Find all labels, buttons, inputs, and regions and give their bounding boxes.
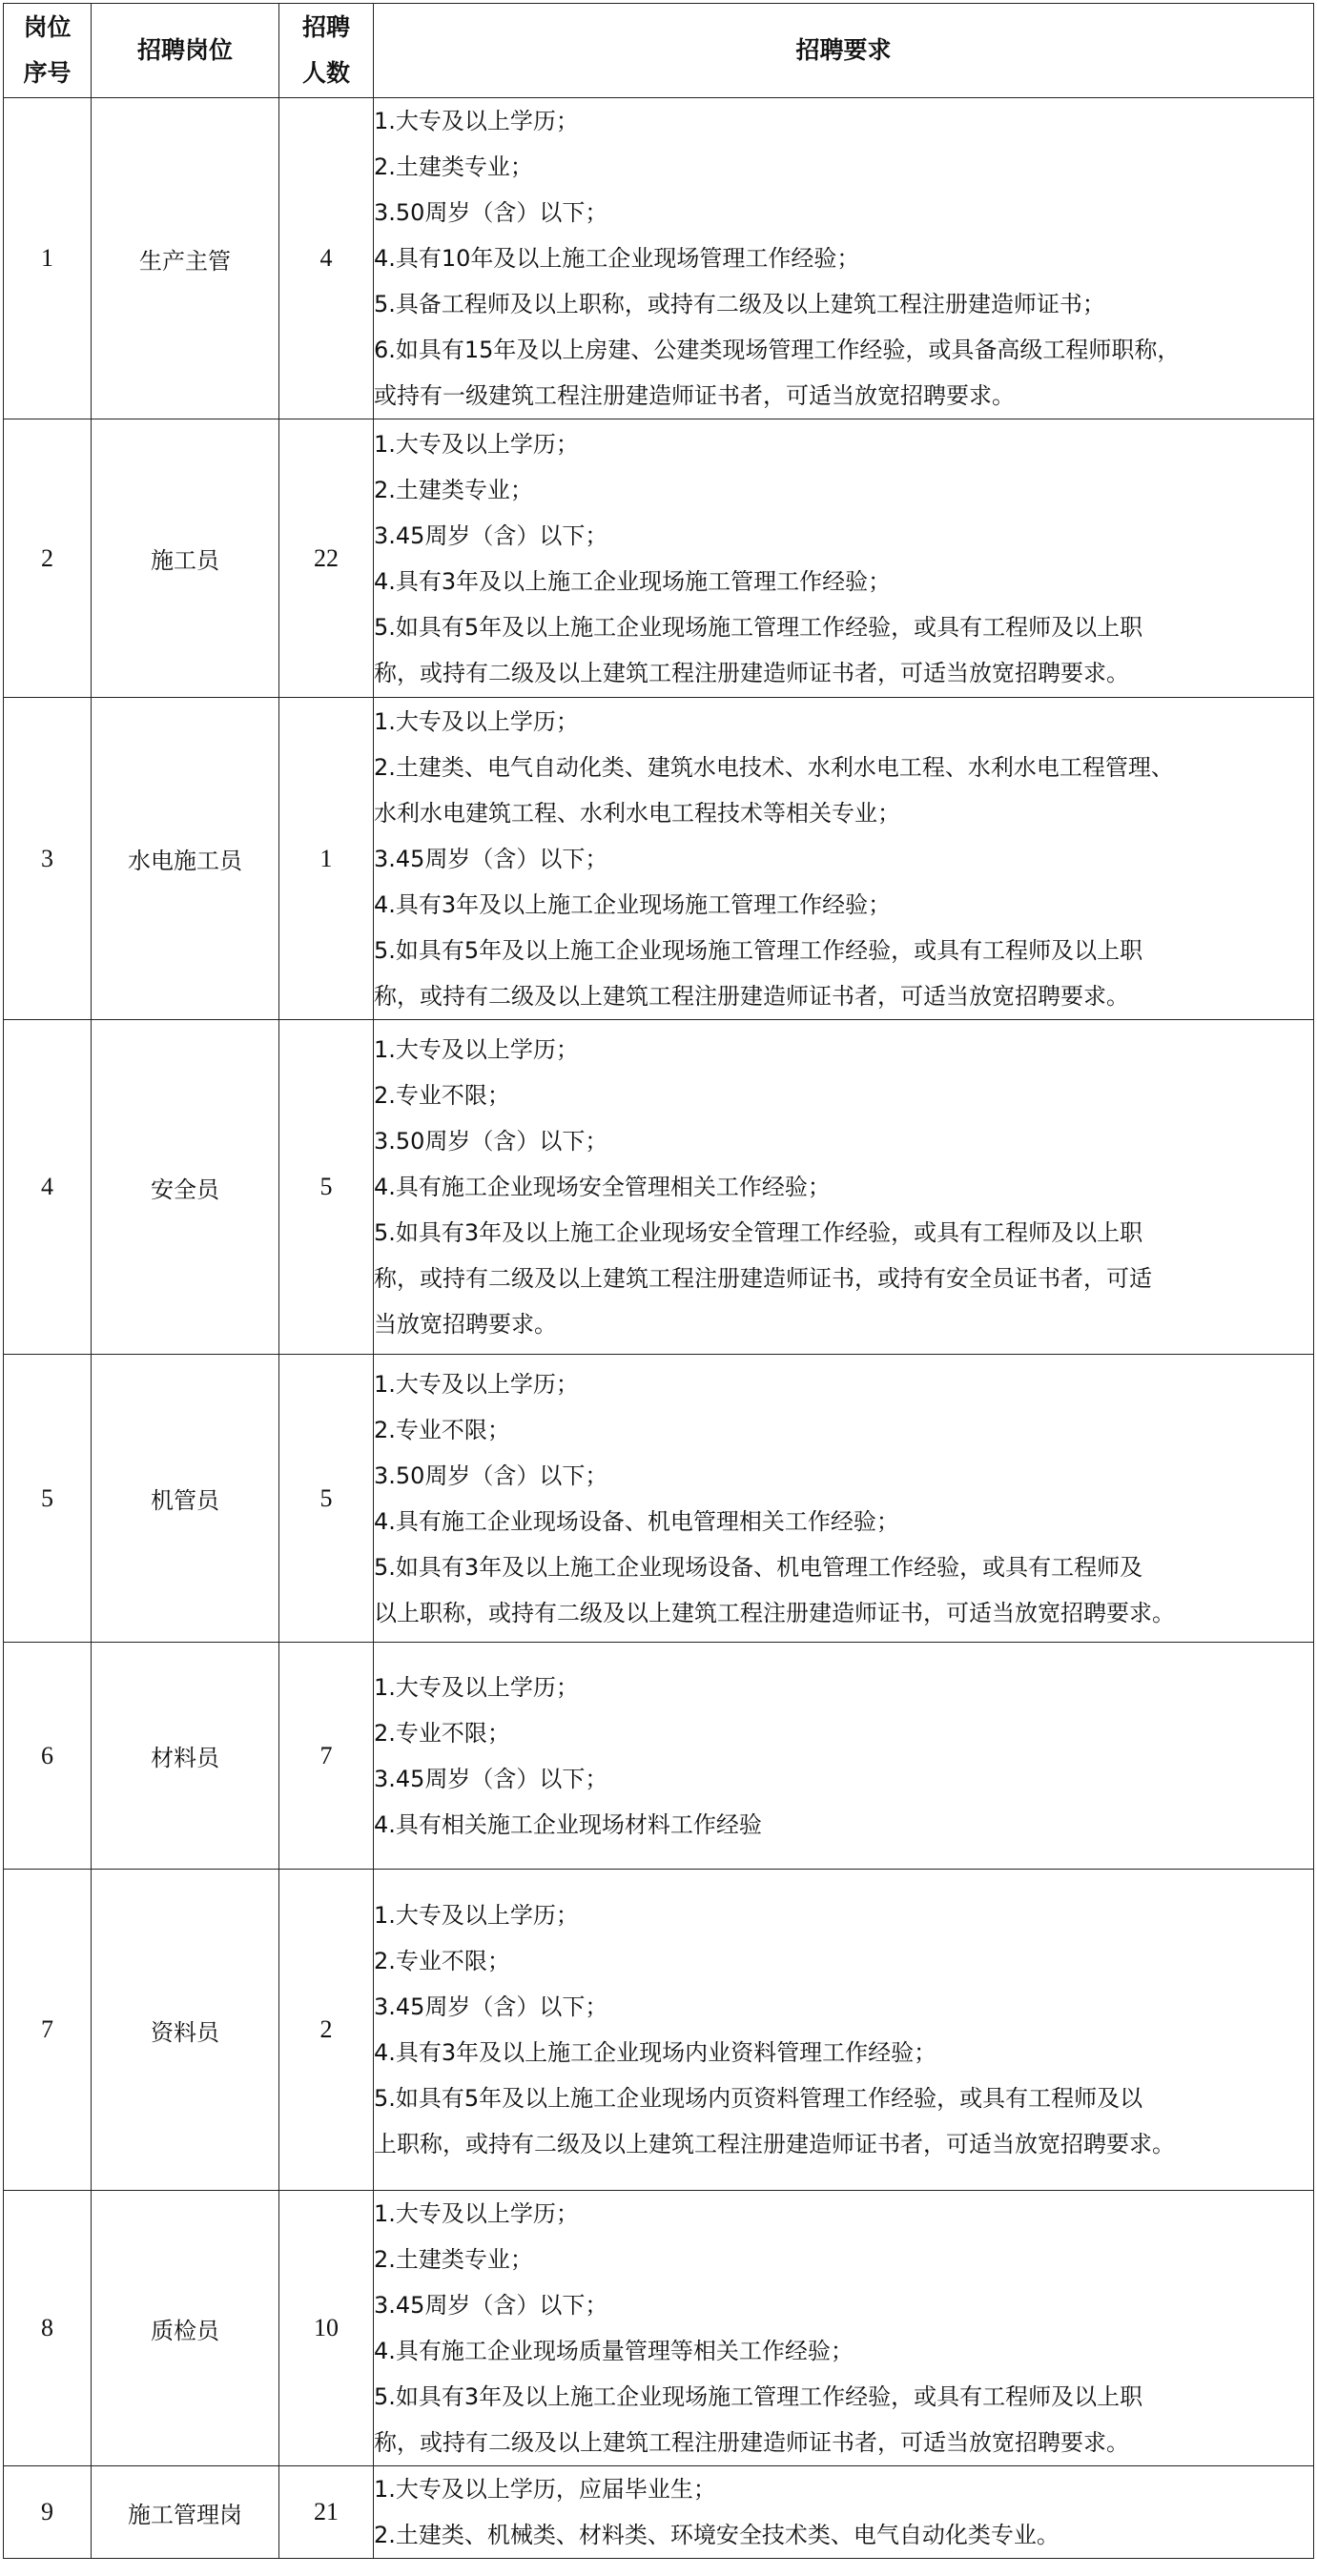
- requirement-line: 1.大专及以上学历；: [374, 1036, 579, 1063]
- row-position: 施工管理岗: [92, 2466, 279, 2559]
- requirement-line: 1.大专及以上学历；: [374, 2200, 579, 2227]
- table-row: [4, 698, 1314, 1020]
- requirement-line: 1.大专及以上学历；: [374, 1673, 579, 1701]
- row-requirements: [374, 1355, 1314, 1643]
- requirement-line: 称，或持有二级及以上建筑工程注册建造师证书者，可适当放宽招聘要求。: [374, 982, 1129, 1010]
- table-row: [4, 1870, 1314, 2191]
- row-requirements: [374, 1870, 1314, 2191]
- header-seq-line1: 岗位: [23, 13, 72, 41]
- requirement-line: 2.专业不限；: [374, 1948, 510, 1974]
- requirement-line: 3.45周岁（含）以下；: [374, 1993, 608, 2020]
- row-seq: 6: [4, 1643, 92, 1870]
- requirement-line: 水利水电建筑工程、水利水电工程技术等相关专业；: [374, 799, 900, 827]
- requirement-line: 4.具有3年及以上施工企业现场施工管理工作经验；: [374, 567, 892, 595]
- requirement-line: 4.具有施工企业现场安全管理相关工作经验；: [374, 1174, 831, 1200]
- requirement-line: 1.大专及以上学历；: [374, 108, 579, 134]
- row-count: 5: [279, 1020, 374, 1355]
- requirement-line: 1.大专及以上学历；: [374, 707, 579, 735]
- row-requirements: [374, 2466, 1314, 2559]
- row-seq: 8: [4, 2191, 92, 2466]
- requirement-line: 4.具有施工企业现场质量管理等相关工作经验；: [374, 2338, 854, 2364]
- requirement-line: 称，或持有二级及以上建筑工程注册建造师证书者，可适当放宽招聘要求。: [374, 2429, 1129, 2456]
- requirement-line: 当放宽招聘要求。: [374, 1311, 557, 1338]
- row-seq: 3: [4, 698, 92, 1020]
- table-header-row: [4, 4, 1314, 98]
- table-row: [4, 2466, 1314, 2559]
- row-count: 1: [279, 698, 374, 1020]
- row-requirements: [374, 1020, 1314, 1355]
- requirement-line: 1.大专及以上学历；: [374, 1370, 579, 1398]
- row-position: 资料员: [92, 1870, 279, 2191]
- requirement-line: 1.大专及以上学历，应届毕业生；: [374, 2476, 716, 2503]
- row-requirements: [374, 98, 1314, 419]
- requirement-line: 2.专业不限；: [374, 1416, 510, 1443]
- requirement-line: 1.大专及以上学历；: [374, 430, 579, 458]
- table-body: [4, 98, 1314, 2559]
- row-count: 4: [279, 98, 374, 419]
- header-seq-line2: 序号: [23, 59, 72, 87]
- requirement-line: 3.45周岁（含）以下；: [374, 2292, 608, 2319]
- row-count: 2: [279, 1870, 374, 2191]
- row-count: 22: [279, 419, 374, 698]
- requirement-line: 3.50周岁（含）以下；: [374, 199, 608, 226]
- header-count: [279, 4, 374, 98]
- row-count: 21: [279, 2466, 374, 2559]
- requirement-line: 2.土建类专业；: [374, 476, 533, 503]
- row-position: 安全员: [92, 1020, 279, 1355]
- row-seq: 7: [4, 1870, 92, 2191]
- row-seq: 9: [4, 2466, 92, 2559]
- requirement-line: 5.如具有5年及以上施工企业现场施工管理工作经验，或具有工程师及以上职: [374, 613, 1143, 641]
- requirement-line: 4.具有施工企业现场设备、机电管理相关工作经验；: [374, 1507, 899, 1535]
- row-requirements: [374, 698, 1314, 1020]
- table-row: [4, 1643, 1314, 1870]
- row-position: 施工员: [92, 419, 279, 698]
- requirement-line: 3.45周岁（含）以下；: [374, 845, 608, 872]
- requirement-line: 6.如具有15年及以上房建、公建类现场管理工作经验，或具备高级工程师职称，: [374, 337, 1181, 363]
- header-requirements: 招聘要求: [374, 4, 1314, 98]
- row-position: 水电施工员: [92, 698, 279, 1020]
- row-position: 机管员: [92, 1355, 279, 1643]
- requirement-line: 或持有一级建筑工程注册建造师证书者，可适当放宽招聘要求。: [374, 382, 1015, 409]
- row-count: 5: [279, 1355, 374, 1643]
- row-seq: 5: [4, 1355, 92, 1643]
- requirement-line: 5.如具有3年及以上施工企业现场安全管理工作经验，或具有工程师及以上职: [374, 1219, 1143, 1246]
- requirement-line: 称，或持有二级及以上建筑工程注册建造师证书，或持有安全员证书者，可适: [374, 1265, 1152, 1292]
- row-position: 材料员: [92, 1643, 279, 1870]
- row-count: 10: [279, 2191, 374, 2466]
- requirement-line: 2.土建类、机械类、材料类、环境安全技术类、电气自动化类专业。: [374, 2522, 1060, 2548]
- row-seq: 2: [4, 419, 92, 698]
- table-row: [4, 1355, 1314, 1643]
- requirement-line: 称，或持有二级及以上建筑工程注册建造师证书者，可适当放宽招聘要求。: [374, 659, 1129, 686]
- requirement-line: 3.50周岁（含）以下；: [374, 1462, 608, 1489]
- row-position: 生产主管: [92, 98, 279, 419]
- requirement-line: 上职称，或持有二级及以上建筑工程注册建造师证书者，可适当放宽招聘要求。: [374, 2131, 1175, 2157]
- row-seq: 4: [4, 1020, 92, 1355]
- header-count-line1: 招聘: [301, 13, 350, 41]
- requirement-line: 4.具有10年及以上施工企业现场管理工作经验；: [374, 245, 860, 272]
- requirement-line: 5.如具有3年及以上施工企业现场施工管理工作经验，或具有工程师及以上职: [374, 2383, 1143, 2410]
- row-requirements: [374, 2191, 1314, 2466]
- requirement-line: 5.如具有3年及以上施工企业现场设备、机电管理工作经验，或具有工程师及: [374, 1553, 1143, 1581]
- requirement-line: 4.具有3年及以上施工企业现场内业资料管理工作经验；: [374, 2039, 937, 2066]
- row-count: 7: [279, 1643, 374, 1870]
- requirement-line: 2.土建类专业；: [374, 153, 533, 180]
- row-requirements: [374, 1643, 1314, 1870]
- requirement-line: 2.土建类、电气自动化类、建筑水电技术、水利水电工程、水利水电工程管理、: [374, 753, 1174, 781]
- requirement-line: 5.如具有5年及以上施工企业现场内页资料管理工作经验，或具有工程师及以: [374, 2085, 1143, 2112]
- requirement-line: 2.土建类专业；: [374, 2246, 533, 2273]
- requirement-line: 3.45周岁（含）以下；: [374, 521, 608, 549]
- requirement-line: 3.45周岁（含）以下；: [374, 1765, 608, 1792]
- header-position: 招聘岗位: [92, 4, 279, 98]
- requirement-line: 2.专业不限；: [374, 1082, 510, 1109]
- requirement-line: 5.如具有5年及以上施工企业现场施工管理工作经验，或具有工程师及以上职: [374, 936, 1143, 964]
- header-count-line2: 人数: [301, 59, 350, 87]
- table-row: [4, 1020, 1314, 1355]
- requirement-line: 2.专业不限；: [374, 1719, 510, 1747]
- row-position: 质检员: [92, 2191, 279, 2466]
- table-row: [4, 419, 1314, 698]
- table-row: [4, 98, 1314, 419]
- row-requirements: [374, 419, 1314, 698]
- recruitment-table: [3, 3, 1314, 2559]
- requirement-line: 1.大专及以上学历；: [374, 1902, 579, 1929]
- row-seq: 1: [4, 98, 92, 419]
- requirement-line: 4.具有3年及以上施工企业现场施工管理工作经验；: [374, 890, 892, 918]
- requirement-line: 3.50周岁（含）以下；: [374, 1128, 608, 1155]
- requirement-line: 5.具备工程师及以上职称，或持有二级及以上建筑工程注册建造师证书；: [374, 291, 1105, 317]
- table-row: [4, 2191, 1314, 2466]
- header-seq: [4, 4, 92, 98]
- requirement-line: 4.具有相关施工企业现场材料工作经验: [374, 1810, 762, 1838]
- requirement-line: 以上职称，或持有二级及以上建筑工程注册建造师证书，可适当放宽招聘要求。: [374, 1599, 1175, 1626]
